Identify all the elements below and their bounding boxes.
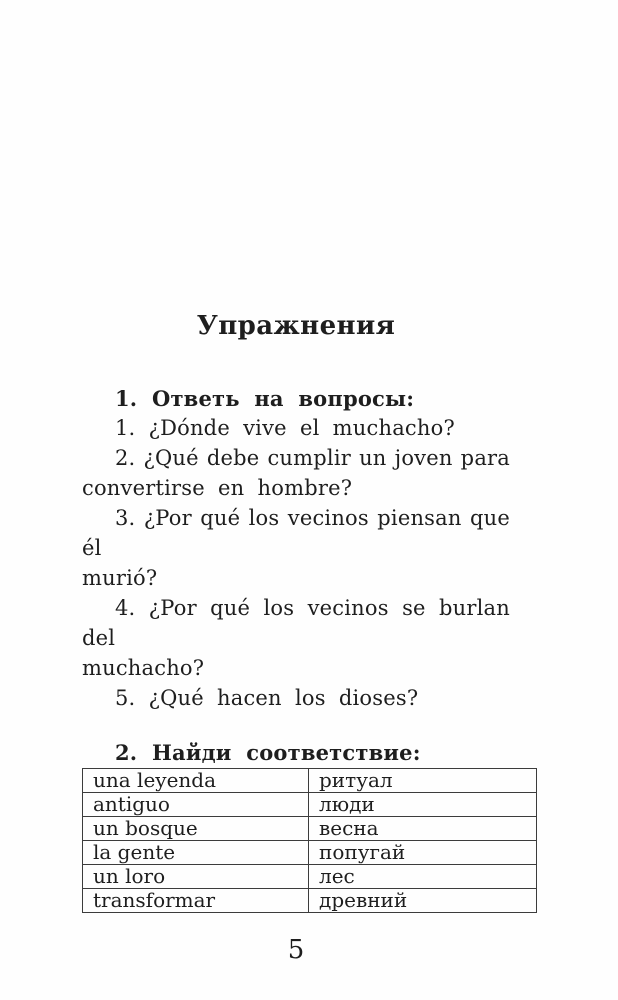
- russian-cell: ритуал: [309, 769, 537, 793]
- russian-cell: весна: [309, 817, 537, 841]
- spanish-cell: transformar: [83, 889, 309, 913]
- question-line: 5. ¿Qué hacen los dioses?: [115, 686, 419, 710]
- question-list: [82, 413, 510, 713]
- question-paragraph: [82, 503, 510, 593]
- russian-cell: лес: [309, 865, 537, 889]
- question-line: murió?: [82, 566, 158, 590]
- spanish-cell: una leyenda: [83, 769, 309, 793]
- page-number: 5: [287, 935, 305, 965]
- page-title: Упражнения: [196, 311, 396, 341]
- table-row: [83, 769, 537, 793]
- spanish-cell: antiguo: [83, 793, 309, 817]
- table-row: [83, 889, 537, 913]
- question-line: 3. ¿Por qué los vecinos piensan que él: [82, 506, 510, 560]
- question-paragraph: [82, 593, 510, 683]
- question-line: muchacho?: [82, 656, 205, 680]
- question-line: 2. ¿Qué debe cumplir un joven para: [115, 446, 510, 470]
- table-row: [83, 793, 537, 817]
- exercise1-heading: 1. Ответь на вопросы:: [115, 386, 415, 411]
- exercise2-heading: 2. Найди соответствие:: [115, 740, 421, 765]
- matching-table: [82, 768, 537, 913]
- table-row: [83, 841, 537, 865]
- table-row: [83, 865, 537, 889]
- question-paragraph: [82, 683, 510, 713]
- russian-cell: древний: [309, 889, 537, 913]
- question-line: 1. ¿Dónde vive el muchacho?: [115, 416, 455, 440]
- spanish-cell: un loro: [83, 865, 309, 889]
- question-paragraph: [82, 413, 510, 443]
- table-row: [83, 817, 537, 841]
- question-paragraph: [82, 443, 510, 503]
- russian-cell: попугай: [309, 841, 537, 865]
- question-line: 4. ¿Por qué los vecinos se burlan del: [82, 596, 510, 650]
- page-content: [82, 0, 510, 966]
- russian-cell: люди: [309, 793, 537, 817]
- spanish-cell: la gente: [83, 841, 309, 865]
- question-line: convertirse en hombre?: [82, 476, 353, 500]
- spanish-cell: un bosque: [83, 817, 309, 841]
